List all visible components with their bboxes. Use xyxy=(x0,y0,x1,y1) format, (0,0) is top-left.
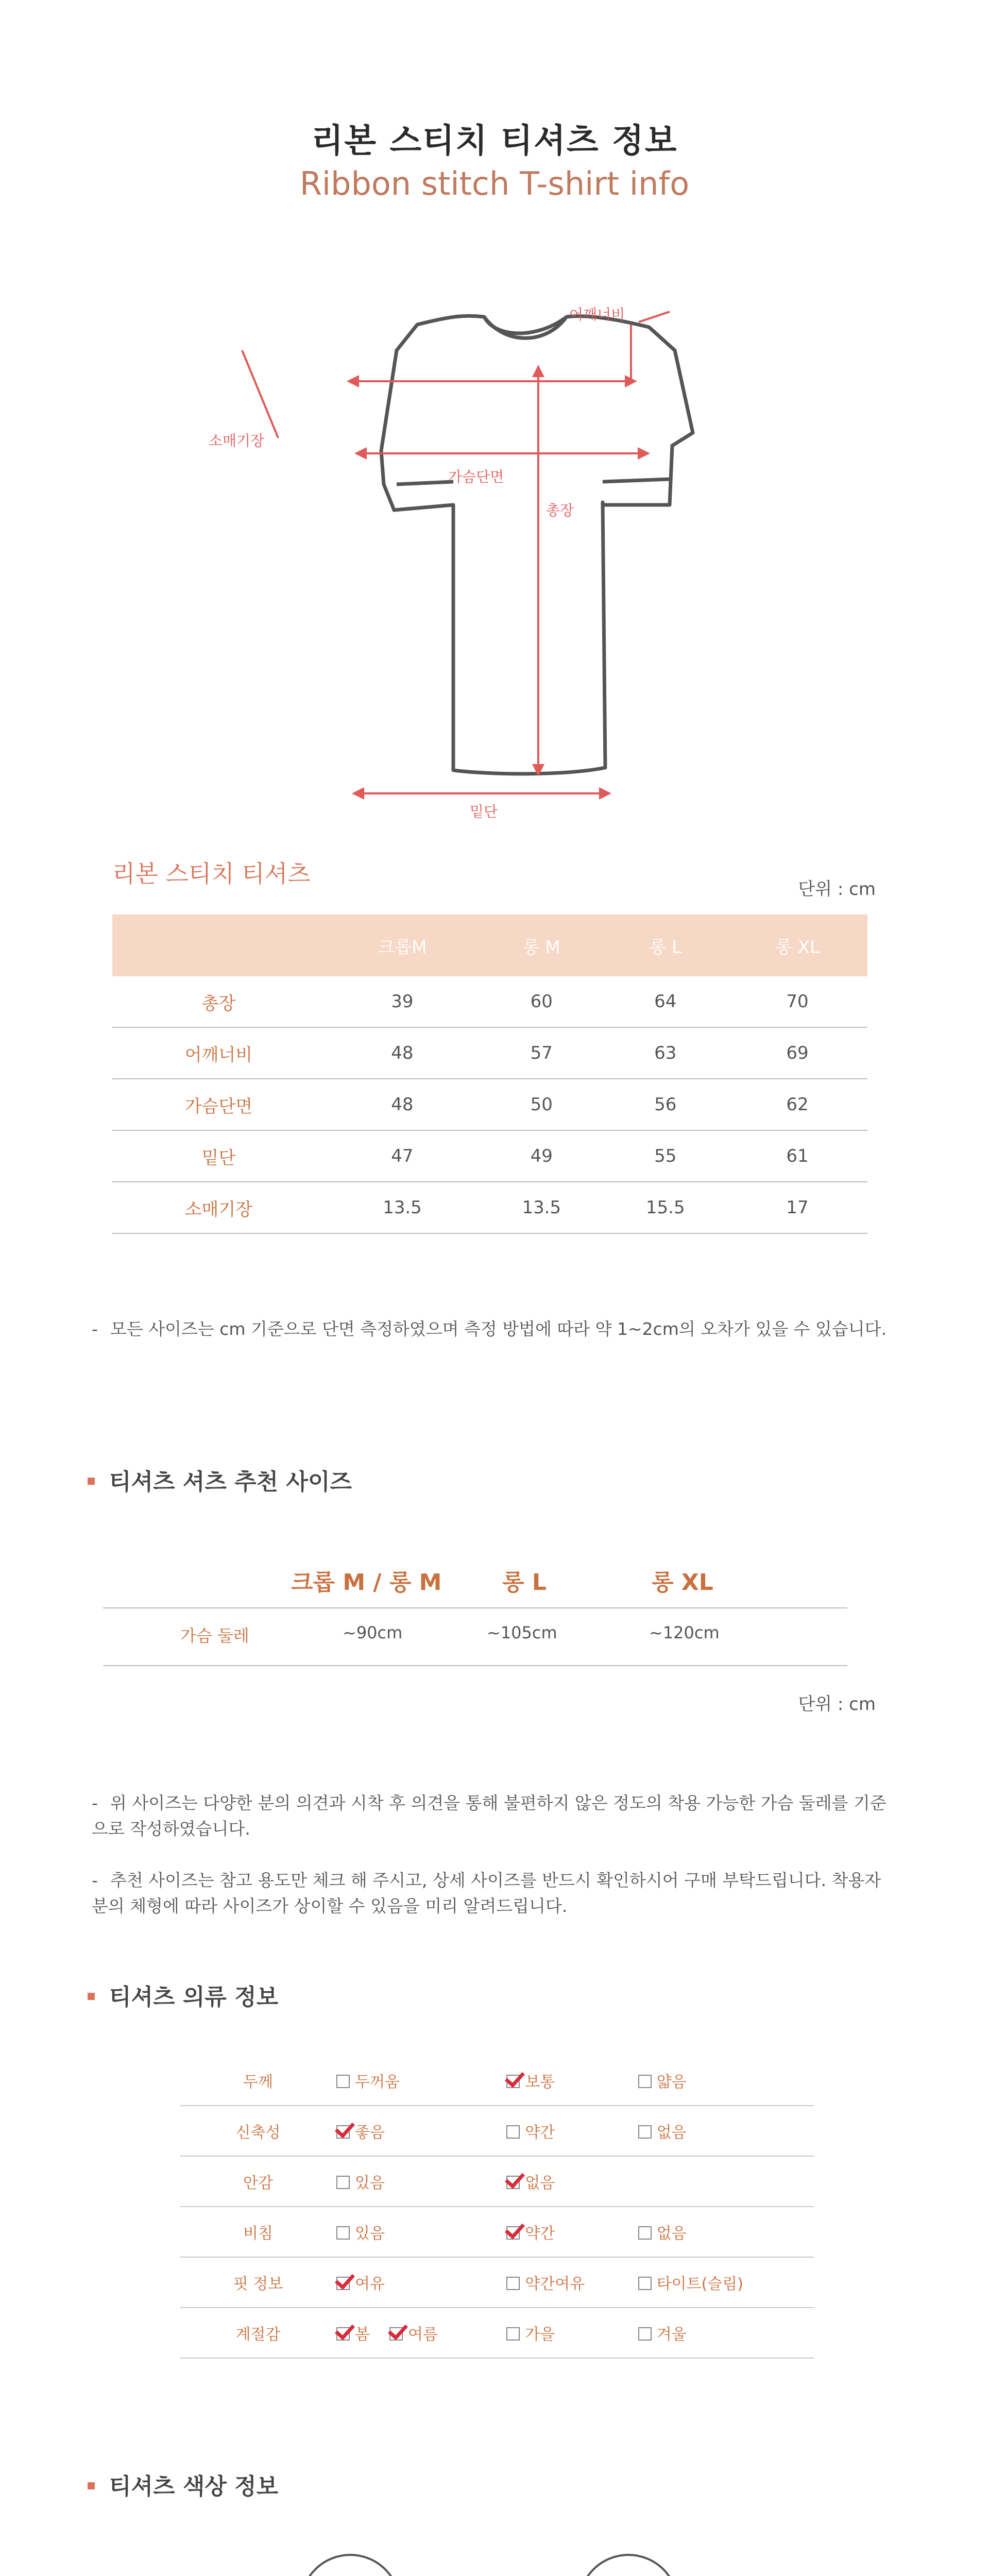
checkbox-icon xyxy=(638,2125,652,2139)
cell: 15.5 xyxy=(604,1182,727,1233)
checkbox-icon xyxy=(336,2226,350,2240)
divider xyxy=(103,1607,847,1608)
swatch-light-gray xyxy=(299,2553,402,2576)
col-header: 롱 L xyxy=(604,914,727,976)
cell: 61 xyxy=(727,1130,867,1182)
cell: 69 xyxy=(727,1027,867,1079)
fabric-row xyxy=(180,2106,814,2156)
tshirt-diagram xyxy=(0,268,989,840)
fabric-label: 신축성 xyxy=(180,2106,336,2156)
bullet-square-icon xyxy=(88,1993,95,2000)
cell: 55 xyxy=(604,1130,727,1182)
fabric-label: 안감 xyxy=(180,2156,336,2207)
fabric-option: 두꺼움 xyxy=(336,2056,506,2106)
bullet-square-icon xyxy=(88,2482,95,2489)
fabric-option: 약간 xyxy=(506,2207,637,2257)
fabric-option: 있음 xyxy=(336,2207,506,2257)
fabric-option: 얇음 xyxy=(638,2056,814,2106)
col-header: 크롭M xyxy=(325,914,480,976)
cell: 39 xyxy=(325,976,480,1027)
fabric-option: 여유 xyxy=(336,2257,506,2308)
size-note: - 모든 사이즈는 cm 기준으로 단면 측정하였으며 측정 방법에 따라 약 1~2cm의 오차가 있을 수 있습니다. xyxy=(92,1319,887,1339)
cell: 62 xyxy=(727,1079,867,1130)
checkbox-icon xyxy=(506,2277,520,2290)
label-sleeve: 소매기장 xyxy=(209,432,265,449)
checkbox-icon xyxy=(336,2075,350,2088)
table-row xyxy=(112,1027,867,1079)
cell: 63 xyxy=(604,1027,727,1079)
cell: 13.5 xyxy=(325,1182,480,1233)
checkbox-icon xyxy=(638,2075,652,2088)
checkbox-icon xyxy=(336,2176,350,2189)
fabric-row xyxy=(180,2207,814,2257)
rec-unit: 단위 : cm xyxy=(798,1694,876,1715)
fabric-option: 가을 xyxy=(506,2308,637,2358)
cell: 57 xyxy=(480,1027,603,1079)
cell: 50 xyxy=(480,1079,603,1130)
size-table xyxy=(112,914,867,1234)
rec-value: ~105cm xyxy=(487,1623,557,1642)
fabric-section-title: 티셔츠 의류 정보 xyxy=(88,1978,278,2011)
row-label: 가슴단면 xyxy=(112,1079,325,1130)
page-subtitle: Ribbon stitch T-shirt info xyxy=(299,165,690,202)
col-header: 롱 XL xyxy=(727,914,867,976)
page-title: 리본 스티치 티셔츠 정보 xyxy=(311,122,678,160)
label-length: 총장 xyxy=(546,502,574,519)
fabric-label: 두께 xyxy=(180,2056,336,2106)
fabric-option: 없음 xyxy=(638,2207,814,2257)
divider xyxy=(103,1665,847,1666)
checkbox-checked-icon xyxy=(506,2226,520,2240)
cell: 70 xyxy=(727,976,867,1027)
checkbox-checked-icon xyxy=(336,2277,350,2290)
rec-value: ~120cm xyxy=(649,1623,720,1642)
checkbox-icon xyxy=(638,2327,652,2341)
row-label: 총장 xyxy=(112,976,325,1027)
cell: 60 xyxy=(480,976,603,1027)
cell: 13.5 xyxy=(480,1182,603,1233)
fabric-row xyxy=(180,2156,814,2207)
cell: 56 xyxy=(604,1079,727,1130)
cell: 49 xyxy=(480,1130,603,1182)
fabric-option: 없음 xyxy=(506,2156,637,2207)
size-table-header xyxy=(112,914,867,976)
cell: 48 xyxy=(325,1079,480,1130)
fabric-option: 겨울 xyxy=(638,2308,814,2358)
recommend-section-title: 티셔츠 셔츠 추천 사이즈 xyxy=(88,1463,352,1496)
rec-col-header: 크롭 M / 롱 M xyxy=(291,1569,442,1596)
fabric-row xyxy=(180,2056,814,2106)
fabric-option: 타이트(슬림) xyxy=(638,2257,814,2308)
fabric-label: 비침 xyxy=(180,2207,336,2257)
cell: 48 xyxy=(325,1027,480,1079)
label-chest: 가슴단면 xyxy=(448,468,504,485)
checkbox-icon xyxy=(638,2277,652,2290)
rec-row-label: 가슴 둘레 xyxy=(180,1626,249,1646)
col-header xyxy=(112,914,325,976)
checkbox-icon xyxy=(638,2226,652,2240)
fabric-label: 핏 정보 xyxy=(180,2257,336,2308)
rec-note: - 위 사이즈는 다양한 분의 의견과 시착 후 의견을 통해 불편하지 않은 정도의 착용 가능한 가슴 둘레를 기준으로 작성하였습니다. xyxy=(92,1793,886,1839)
rec-value: ~90cm xyxy=(343,1623,403,1642)
rec-col-header: 롱 L xyxy=(502,1569,547,1596)
swatch-light-purple xyxy=(577,2553,680,2576)
fabric-option: 봄 여름 xyxy=(336,2308,506,2358)
fabric-option: 약간 xyxy=(506,2106,637,2156)
row-label: 어깨너비 xyxy=(112,1027,325,1079)
checkbox-checked-icon xyxy=(389,2327,403,2341)
checkbox-checked-icon xyxy=(506,2075,520,2088)
fabric-table xyxy=(180,2056,814,2359)
cell: 47 xyxy=(325,1130,480,1182)
fabric-label: 계절감 xyxy=(180,2308,336,2358)
checkbox-checked-icon xyxy=(336,2125,350,2139)
row-label: 소매기장 xyxy=(112,1182,325,1233)
fabric-option: 약간여유 xyxy=(506,2257,637,2308)
rec-col-header: 롱 XL xyxy=(652,1569,713,1596)
fabric-option: 보통 xyxy=(506,2056,637,2106)
checkbox-checked-icon xyxy=(506,2176,520,2189)
cell: 64 xyxy=(604,976,727,1027)
size-table-title: 리본 스티치 티셔츠 xyxy=(112,860,311,888)
colors-section-title: 티셔츠 색상 정보 xyxy=(88,2468,278,2501)
checkbox-icon xyxy=(506,2327,520,2341)
size-table-unit: 단위 : cm xyxy=(798,879,876,900)
table-row xyxy=(112,1130,867,1182)
checkbox-checked-icon xyxy=(336,2327,350,2341)
rec-note: - 추천 사이즈는 참고 용도만 체크 해 주시고, 상세 사이즈를 반드시 확인하시어 구매 부탁드립니다. 착용자분의 체형에 따라 사이즈가 상이할 수 있음을 미리 알려드립니다. xyxy=(92,1870,881,1916)
fabric-row xyxy=(180,2257,814,2308)
tshirt-outline-icon xyxy=(381,316,693,774)
cell: 17 xyxy=(727,1182,867,1233)
checkbox-icon xyxy=(506,2125,520,2139)
fabric-option: 없음 xyxy=(638,2106,814,2156)
fabric-option: 좋음 xyxy=(336,2106,506,2156)
size-note-text: 모든 사이즈는 cm 기준으로 단면 측정하였으며 측정 방법에 따라 약 1~2cm의 오차가 있을 수 있습니다. xyxy=(110,1319,887,1339)
label-shoulder: 어깨너비 xyxy=(569,306,625,323)
fabric-option: 있음 xyxy=(336,2156,506,2207)
fabric-row xyxy=(180,2308,814,2358)
label-hem: 밑단 xyxy=(470,803,498,820)
table-row xyxy=(112,976,867,1027)
table-row xyxy=(112,1079,867,1130)
col-header: 롱 M xyxy=(480,914,603,976)
row-label: 밑단 xyxy=(112,1130,325,1182)
table-row xyxy=(112,1182,867,1233)
bullet-square-icon xyxy=(88,1478,95,1485)
